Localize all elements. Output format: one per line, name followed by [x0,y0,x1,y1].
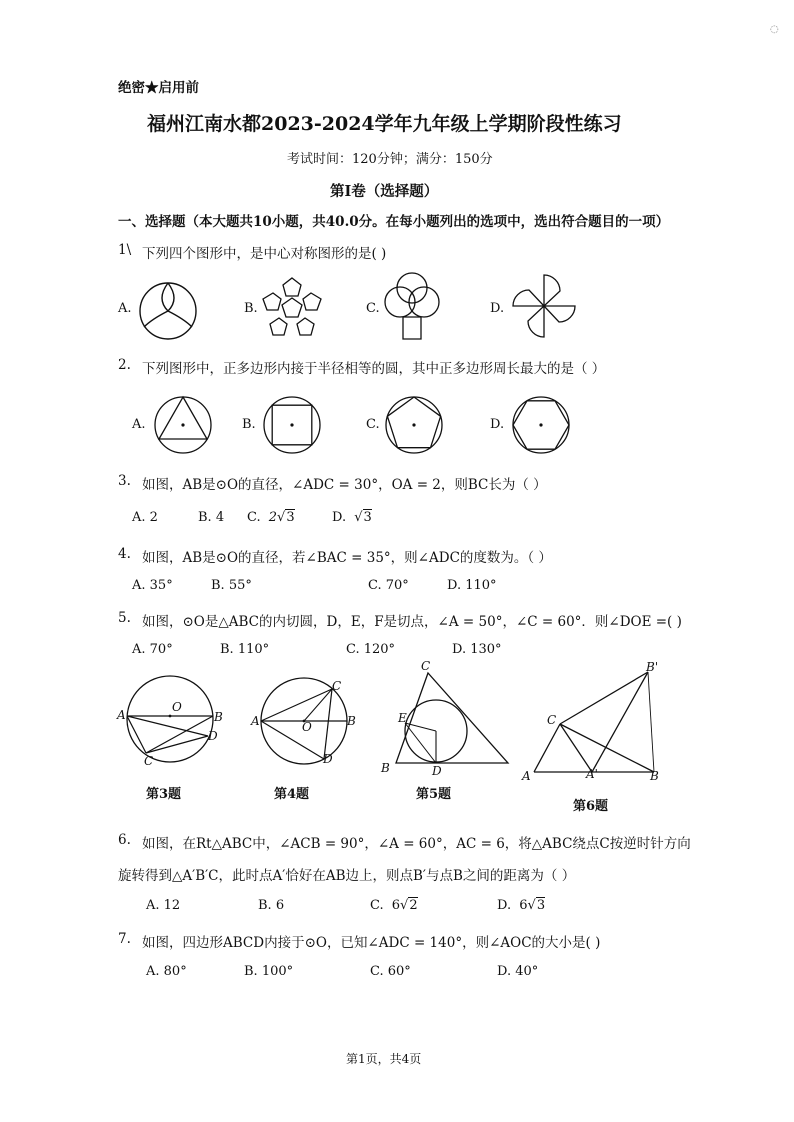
section-heading: 一、选择题（本大题共10小题，共40.0分。在每小题列出的选项中，选出符合题目的一项） [118,214,670,230]
fig5-label-c: C [421,659,431,673]
q5-option-c[interactable]: C. 120° [346,642,396,657]
q5-option-b[interactable]: B. 110° [220,642,270,657]
q4-option-c[interactable]: C. 70° [368,578,409,593]
q1-fig-c-rings-square [381,271,443,343]
fig3-label-a: A [117,708,126,722]
q4-option-b[interactable]: B. 55° [211,578,252,593]
q3-option-c-label: C. [247,510,261,525]
q6-option-d-label: D. [497,898,512,913]
sqrt-icon: √ [277,510,286,525]
volume-heading: 第I卷（选择题） [330,183,439,200]
fig4-label-b: B [347,714,356,728]
q7-number: 7. [118,931,131,947]
q6-option-b[interactable]: B. 6 [258,898,285,913]
q6-option-c-coef: 6 [391,898,401,913]
q6-option-c-label: C. [370,898,384,913]
q1-option-b[interactable]: B. [244,301,258,316]
q2-option-a[interactable]: A. [132,417,146,432]
q4-number: 4. [118,546,131,562]
q2-fig-square-in-circle [262,395,322,455]
fig3-label-d: D [208,729,218,743]
q5-number: 5. [118,610,131,626]
q7-option-c[interactable]: C. 60° [370,964,411,979]
fig3-label-o: O [172,700,182,714]
fig5-label-b: B [381,761,390,775]
q6-option-c-radicand: 2 [409,898,418,913]
q4-option-a[interactable]: A. 35° [132,578,173,593]
q1-text: 下列四个图形中，是中心对称图形的是( ) [142,246,387,262]
q3-text: 如图，AB是⊙O的直径，∠ADC = 30°，OA = 2，则BC长为（ ） [142,477,547,493]
q5-option-a[interactable]: A. 70° [132,642,173,657]
q3-option-c-radicand: 3 [286,510,295,525]
q2-option-c[interactable]: C. [366,417,380,432]
q1-fig-d-pinwheel [509,271,579,341]
fig5-caption: 第5题 [416,787,452,802]
fig6-label-b: B [650,769,659,783]
q6-option-c[interactable] [370,898,418,913]
q3-option-c-coef: 2 [268,510,278,525]
q2-fig-triangle-in-circle [153,395,213,455]
q3-option-a[interactable]: A. 2 [132,510,158,525]
fig3-circle-diagram [126,675,214,763]
q1-option-a[interactable]: A. [118,301,132,316]
fig5-label-e: E [398,711,407,725]
fig6-label-b-prime: B' [646,660,659,674]
q6-option-a[interactable]: A. 12 [146,898,181,913]
q6-text-line1: 如图，在Rt△ABC中，∠ACB = 90°，∠A = 60°，AC = 6，将△ABC绕点C按逆时针方向 [142,836,691,852]
fig3-label-c: C [144,754,154,768]
q7-text: 如图，四边形ABCD内接于⊙O，已知∠ADC = 140°，则∠AOC的大小是( ) [142,935,601,951]
fig4-caption: 第4题 [274,787,310,802]
q3-option-b[interactable]: B. 4 [198,510,225,525]
q6-number: 6. [118,832,131,848]
q7-option-b[interactable]: B. 100° [244,964,294,979]
exam-info: 考试时间：120分钟；满分：150分 [287,152,493,167]
fig6-label-a-prime: A' [586,767,598,781]
scan-mark-icon: ◌ [770,24,779,35]
page-footer: 第1页，共4页 [346,1052,422,1066]
q2-fig-hexagon-in-circle [511,395,571,455]
fig3-caption: 第3题 [146,787,182,802]
sqrt-icon: √ [400,898,409,913]
fig4-label-d: D [323,752,333,766]
fig4-label-a: A [251,714,260,728]
q1-fig-a-circle-three-arcs [138,281,198,341]
q1-fig-b-pentagons [261,276,323,340]
q3-number: 3. [118,473,131,489]
fig3-label-b: B [214,710,223,724]
q2-text: 下列图形中，正多边形内接于半径相等的圆，其中正多边形周长最大的是（ ） [142,361,606,377]
q7-option-d[interactable]: D. 40° [497,964,539,979]
q4-text: 如图，AB是⊙O的直径，若∠BAC = 35°，则∠ADC的度数为。（ ） [142,550,552,566]
fig4-label-o: O [302,720,312,734]
fig6-label-c: C [547,713,557,727]
q6-option-d-coef: 6 [519,898,528,913]
fig4-label-c: C [332,679,342,693]
q1-option-d[interactable]: D. [490,301,505,316]
q2-fig-pentagon-in-circle [384,395,444,455]
secret-label: 绝密★启用前 [118,80,199,96]
q1-number: 1\ [118,242,132,258]
q2-option-b[interactable]: B. [242,417,256,432]
q1-option-c[interactable]: C. [366,301,380,316]
fig6-label-a: A [522,769,531,783]
q4-option-d[interactable]: D. 110° [447,578,497,593]
q3-option-c[interactable] [247,510,295,525]
q6-option-d[interactable] [497,898,545,913]
fig5-incircle-triangle [392,671,512,767]
q2-number: 2. [118,357,131,373]
fig6-caption: 第6题 [573,799,609,814]
sqrt-icon: √ [354,510,363,525]
q7-option-a[interactable]: A. 80° [146,964,187,979]
q6-option-d-radicand: 3 [536,898,546,913]
q5-option-d[interactable]: D. 130° [452,642,502,657]
q3-option-d-radicand: 3 [363,510,372,525]
fig5-label-d: D [432,764,442,778]
page-title: 福州江南水都2023-2024学年九年级上学期阶段性练习 [147,113,622,135]
sqrt-icon: √ [527,898,536,913]
q2-option-d[interactable]: D. [490,417,505,432]
q5-text: 如图，⊙O是△ABC的内切圆，D，E，F是切点，∠A = 50°，∠C = 60°．则∠DOE =( ) [142,614,682,630]
q6-text-line2: 旋转得到△A′B′C，此时点A′恰好在AB边上，则点B′与点B之间的距离为（ ） [118,868,576,884]
q3-option-d-label: D. [332,510,347,525]
q3-option-d[interactable] [332,510,372,525]
